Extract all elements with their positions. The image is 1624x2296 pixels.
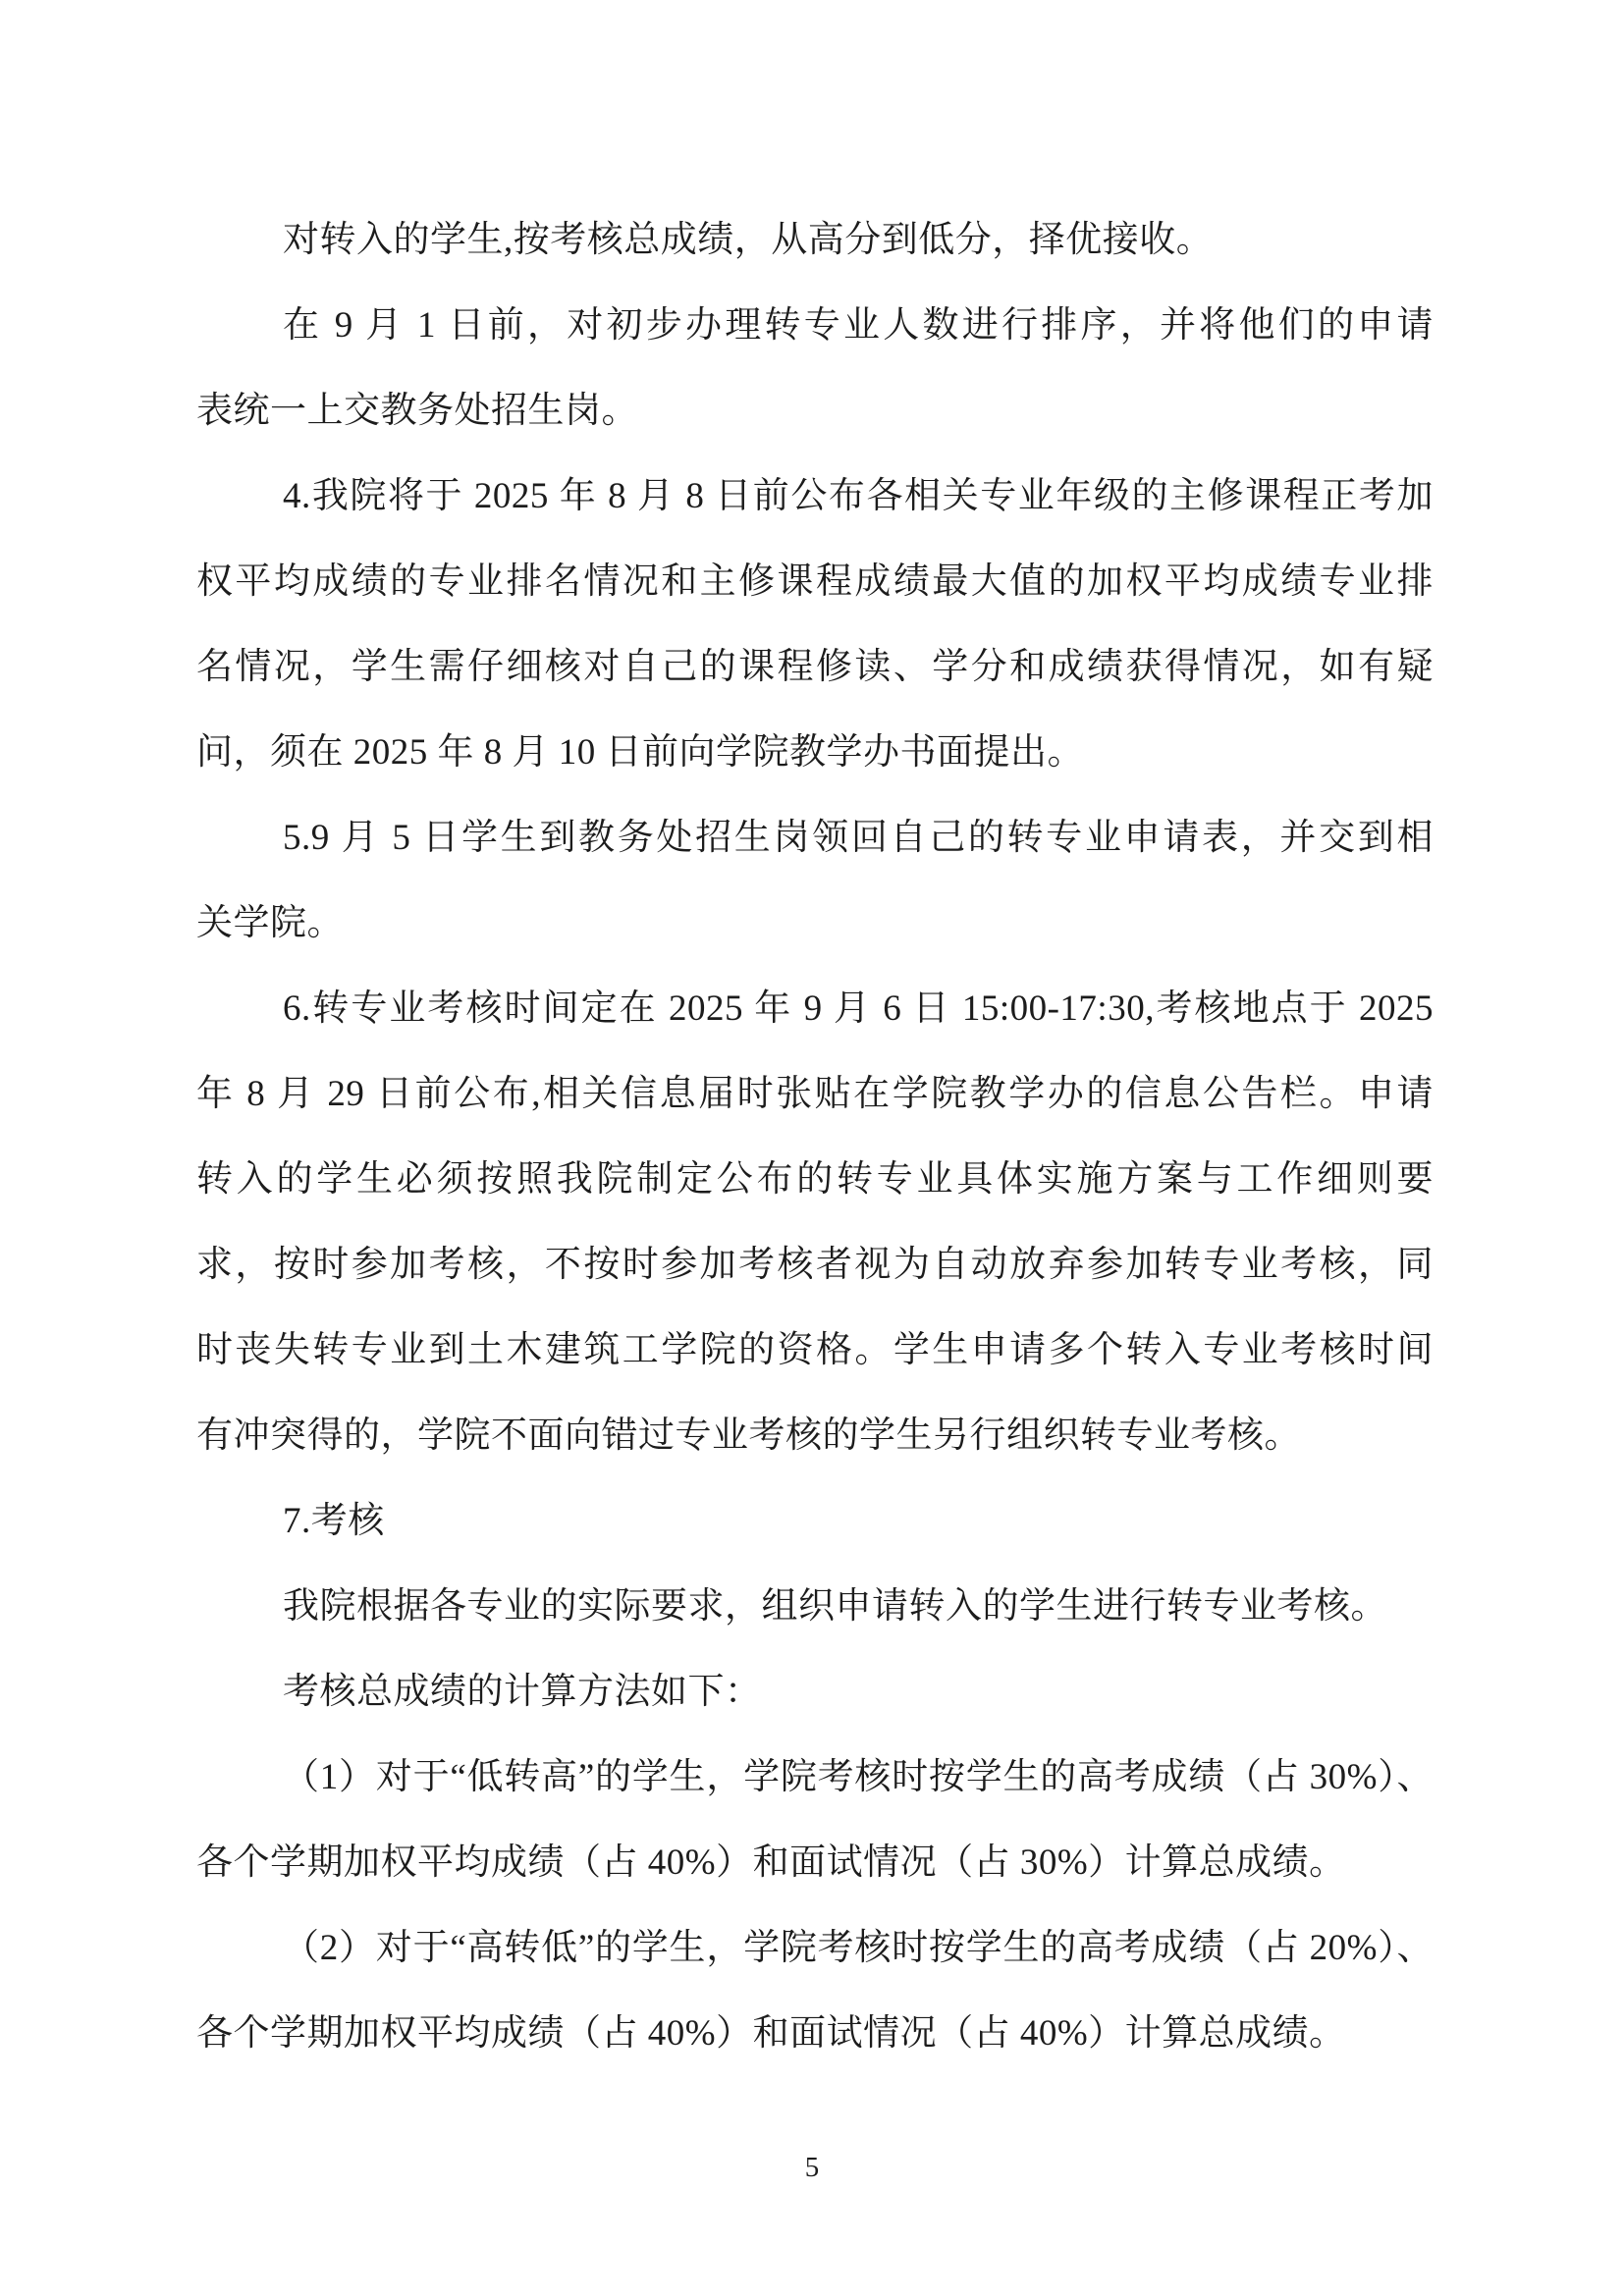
text-line: 各个学期加权平均成绩（占 40%）和面试情况（占 30%）计算总成绩。	[196, 1842, 1346, 1883]
text-line: 4.我院将于 2025 年 8 月 8 日前公布各相关专业年级的主修课程正考加	[283, 476, 1434, 516]
text-line: 我院根据各专业的实际要求，组织申请转入的学生进行转专业考核。	[283, 1586, 1387, 1627]
text-line: 问，须在 2025 年 8 月 10 日前向学院教学办书面提出。	[196, 732, 1084, 773]
text-line: 各个学期加权平均成绩（占 40%）和面试情况（占 40%）计算总成绩。	[196, 2013, 1346, 2054]
text-line: 表统一上交教务处招生岗。	[196, 391, 638, 431]
text-line: 转入的学生必须按照我院制定公布的转专业具体实施方案与工作细则要	[196, 1159, 1434, 1200]
text-line: 有冲突得的，学院不面向错过专业考核的学生另行组织转专业考核。	[196, 1415, 1301, 1456]
text-line: 年 8 月 29 日前公布,相关信息届时张贴在学院教学办的信息公告栏。申请	[196, 1074, 1434, 1114]
text-line: 名情况，学生需仔细核对自己的课程修读、学分和成绩获得情况，如有疑	[196, 647, 1434, 687]
text-line: 关学院。	[196, 903, 344, 943]
text-line: 对转入的学生,按考核总成绩，从高分到低分，择优接收。	[283, 220, 1214, 260]
document-body	[196, 197, 1434, 2076]
text-line: 求，按时参加考核，不按时参加考核者视为自动放弃参加转专业考核，同	[196, 1245, 1434, 1285]
text-line: 5.9 月 5 日学生到教务处招生岗领回自己的转专业申请表，并交到相	[283, 818, 1434, 858]
text-line: 7.考核	[283, 1501, 385, 1541]
text-line: 6.转专业考核时间定在 2025 年 9 月 6 日 15:00-17:30,考核地点于 2025	[283, 988, 1434, 1029]
text-line: 权平均成绩的专业排名情况和主修课程成绩最大值的加权平均成绩专业排	[196, 561, 1434, 602]
page-number: 5	[804, 2152, 820, 2183]
text-line: （1）对于“低转高”的学生，学院考核时按学生的高考成绩（占 30%）、	[283, 1757, 1434, 1797]
text-line: 时丧失转专业到土木建筑工学院的资格。学生申请多个转入专业考核时间	[196, 1330, 1434, 1370]
text-line: （2）对于“高转低”的学生，学院考核时按学生的高考成绩（占 20%）、	[283, 1928, 1434, 1968]
text-line: 考核总成绩的计算方法如下：	[283, 1672, 762, 1712]
text-line: 在 9 月 1 日前，对初步办理转专业人数进行排序，并将他们的申请	[283, 305, 1434, 346]
